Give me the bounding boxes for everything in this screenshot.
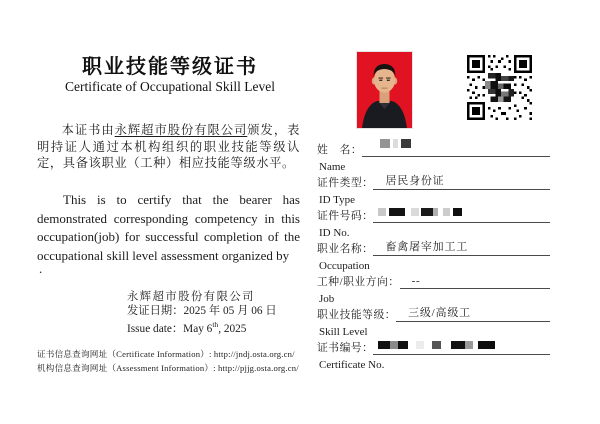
field-row-job (317, 273, 550, 289)
issue-date-cn: 发证日期：2025 年 05 月 06 日 (127, 305, 277, 317)
skill-level-value-line (396, 306, 550, 322)
body-paragraph-cn (37, 122, 300, 172)
job-label-cn: 工种/职业方向： (317, 276, 400, 288)
field-row-occupation (317, 240, 550, 256)
job-value: -- (411, 275, 421, 287)
name-label-en: Name (319, 161, 346, 173)
certificate-title-en: Certificate of Occupational Skill Level (65, 79, 275, 94)
issuer-company: 永辉超市股份有限公司 (127, 291, 255, 303)
certificate-info-url: 证书信息查询网址（Certificate Information）: http://jndj.osta.org.cn/ (37, 349, 295, 359)
certificate-number-label-cn: 证书编号： (317, 342, 374, 354)
certificate-number-value-line (373, 339, 550, 355)
body-en-period: . (39, 261, 43, 276)
issue-date-en (127, 318, 277, 336)
body-cn-after: 颁发，表明持证人通过本机构组织的职业技能等级认定，具备该职业（工种）相应技能等级水平。 (37, 123, 300, 170)
field-row-skill-level (317, 306, 550, 322)
name-label-cn: 姓 名： (317, 144, 363, 156)
assessment-info-url: 机构信息查询网址（Assessment Information）: http://pjjg.osta.org.cn/ (37, 362, 299, 373)
id-number-value-line (373, 207, 550, 223)
id-type-value-line (373, 174, 550, 190)
field-row-id-number (317, 207, 550, 223)
occupation-label-en: Occupation (319, 260, 370, 272)
issue-date-en-prefix: Issue date：May 6 (127, 322, 213, 335)
issue-date-en-suffix: , 2025 (218, 322, 247, 335)
id-number-label-en: ID No. (319, 227, 350, 239)
certificate-number-label-en: Certificate No. (319, 359, 385, 371)
job-label-en: Job (319, 293, 335, 305)
id-type-label-cn: 证件类型： (317, 177, 374, 189)
issuer-block (127, 290, 277, 336)
skill-level-value: 三级/高级工 (408, 307, 471, 319)
certificate-title-cn: 职业技能等级证书 (82, 56, 258, 78)
occupation-label-cn: 职业名称： (317, 243, 374, 255)
occupation-value-line (373, 240, 550, 256)
field-row-id-type (317, 174, 550, 190)
qr-code-graphic (467, 55, 532, 120)
field-row-name (317, 141, 550, 157)
body-cn-before: 本证书由 (61, 123, 115, 137)
skill-level-label-cn: 职业技能等级： (317, 309, 397, 321)
field-row-certificate-number (317, 339, 550, 355)
id-photo-graphic (357, 52, 412, 128)
issuer-name-underlined: 永辉超市股份有限公司 (114, 123, 248, 137)
qr-code (467, 55, 532, 120)
name-value-line (362, 141, 550, 157)
body-paragraph-en: This is to certify that the bearer has demonstrated corresponding competency in this occupation(job) for successful completion of the occupational skill level assessment organized by (37, 192, 300, 263)
issue-date-en-ordinal: th (212, 320, 219, 329)
job-value-line (400, 273, 550, 289)
id-photo (357, 52, 412, 128)
id-type-value: 居民身份证 (385, 175, 445, 187)
occupation-value: 畜禽屠宰加工工 (385, 241, 469, 253)
skill-level-label-en: Skill Level (319, 326, 368, 338)
footer-links (37, 348, 299, 375)
id-type-label-en: ID Type (319, 194, 355, 206)
id-number-label-cn: 证件号码： (317, 210, 374, 222)
